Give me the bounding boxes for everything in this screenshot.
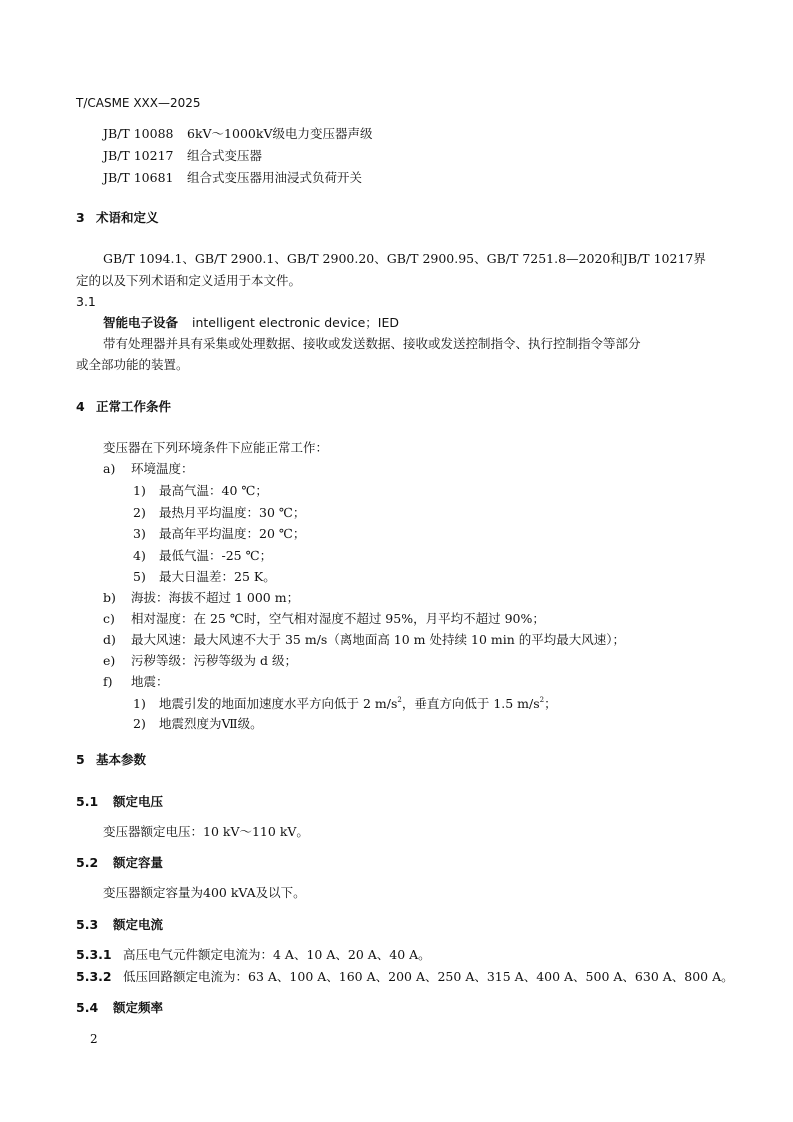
list-text: 环境温度： bbox=[131, 461, 194, 476]
reference-title: 6kV～1000kV级电力变压器声级 bbox=[187, 126, 373, 141]
section-title: 正常工作条件 bbox=[96, 399, 172, 414]
reference-item bbox=[103, 150, 262, 163]
definition-line: 或全部功能的装置。 bbox=[76, 357, 189, 372]
subsection-heading bbox=[76, 857, 163, 870]
paragraph-line: 变压器在下列环境条件下应能正常工作： bbox=[103, 440, 329, 455]
paragraph-line: 变压器额定容量为400 kVA及以下。 bbox=[103, 885, 306, 900]
list-text: 相对湿度：在 25 ℃时，空气相对湿度不超过 95%，月平均不超过 90%； bbox=[131, 611, 545, 626]
subsection-title: 额定电压 bbox=[113, 794, 164, 809]
sublist-item bbox=[133, 697, 557, 711]
definition-line: 带有处理器并具有采集或处理数据、接收或发送数据、接收或发送控制指令、执行控制指令等部分 bbox=[103, 336, 641, 351]
clause-line bbox=[76, 971, 734, 984]
section-number: 3 bbox=[76, 210, 85, 225]
section-heading bbox=[76, 212, 159, 225]
list-text: 海拔：海拔不超过 1 000 m； bbox=[131, 590, 300, 605]
sublist-item bbox=[133, 485, 268, 498]
list-item bbox=[103, 463, 194, 476]
list-item bbox=[103, 634, 625, 647]
list-marker: 2) bbox=[133, 716, 146, 731]
list-marker: 2) bbox=[133, 505, 146, 520]
list-text: 最高气温：40 ℃； bbox=[159, 483, 268, 498]
list-item bbox=[103, 592, 299, 605]
list-marker: e) bbox=[103, 653, 116, 668]
clause-line bbox=[76, 949, 431, 962]
subsection-number: 5.4 bbox=[76, 1000, 99, 1015]
reference-code: JB/T 10088 bbox=[103, 126, 174, 141]
list-text: 最低气温：-25 ℃； bbox=[159, 548, 273, 563]
clause-text: 高压电气元件额定电流为：4 A、10 A、20 A、40 A。 bbox=[123, 947, 431, 962]
paragraph-line: 变压器额定电压：10 kV～110 kV。 bbox=[103, 824, 309, 839]
list-marker: f) bbox=[103, 674, 113, 689]
subsection-title: 额定频率 bbox=[113, 1000, 164, 1015]
list-item bbox=[103, 676, 169, 689]
subsection-title: 额定电流 bbox=[113, 917, 164, 932]
list-text: 地震引发的地面加速度水平方向低于 2 $m/s^2$，垂直方向低于 1.5 $m/s^2$； bbox=[159, 696, 557, 711]
section-title: 术语和定义 bbox=[96, 210, 159, 225]
clause-text: 低压回路额定电流为：63 A、100 A、160 A、200 A、250 A、315 A、400 A、500 A、630 A、800 A。 bbox=[123, 969, 734, 984]
paragraph-line: GB/T 1094.1、GB/T 2900.1、GB/T 2900.20、GB/T 2900.95、GB/T 7251.8—2020和JB/T 10217界 bbox=[103, 251, 706, 266]
subsection-title: 额定容量 bbox=[113, 855, 164, 870]
sublist-item bbox=[133, 571, 276, 584]
list-marker: b) bbox=[103, 590, 116, 605]
section-title: 基本参数 bbox=[96, 752, 147, 767]
list-marker: c) bbox=[103, 611, 115, 626]
subsection-heading bbox=[76, 796, 163, 809]
term-chinese: 智能电子设备 bbox=[103, 315, 179, 330]
section-heading bbox=[76, 754, 146, 767]
reference-title: 组合式变压器用油浸式负荷开关 bbox=[187, 170, 363, 185]
sublist-item bbox=[133, 718, 263, 731]
subsection-number: 5.3 bbox=[76, 917, 99, 932]
paragraph-line: 定的以及下列术语和定义适用于本文件。 bbox=[76, 273, 302, 288]
term-number: 3.1 bbox=[76, 294, 96, 309]
list-marker: 3) bbox=[133, 526, 146, 541]
list-marker: 5) bbox=[133, 569, 146, 584]
list-item bbox=[103, 655, 297, 668]
list-text: 最大日温差：25 K。 bbox=[159, 569, 276, 584]
reference-item bbox=[103, 128, 372, 141]
term-english: intelligent electronic device；IED bbox=[192, 315, 399, 330]
subsection-number: 5.2 bbox=[76, 855, 99, 870]
list-marker: 4) bbox=[133, 548, 146, 563]
list-marker: a) bbox=[103, 461, 116, 476]
subsection-heading bbox=[76, 1002, 163, 1015]
list-item bbox=[103, 613, 545, 626]
sublist-item bbox=[133, 528, 305, 541]
list-text: 最大风速：最大风速不大于 35 m/s（离地面高 10 m 处持续 10 min 的平均最大风速）； bbox=[131, 632, 625, 647]
reference-item bbox=[103, 172, 362, 185]
section-number: 4 bbox=[76, 399, 85, 414]
section-heading bbox=[76, 401, 171, 414]
sublist-item bbox=[133, 550, 272, 563]
list-marker: 1) bbox=[133, 483, 146, 498]
list-text: 污秽等级：污秽等级为 d 级； bbox=[131, 653, 297, 668]
list-text: 地震： bbox=[131, 674, 169, 689]
page-header: T/CASME XXX—2025 bbox=[76, 96, 201, 110]
clause-number: 5.3.1 bbox=[76, 947, 112, 962]
reference-code: JB/T 10217 bbox=[103, 148, 174, 163]
section-number: 5 bbox=[76, 752, 85, 767]
list-text: 地震烈度为Ⅶ级。 bbox=[159, 716, 263, 731]
clause-number: 5.3.2 bbox=[76, 969, 112, 984]
list-text: 最热月平均温度：30 ℃； bbox=[159, 505, 306, 520]
sublist-item bbox=[133, 507, 305, 520]
list-marker: d) bbox=[103, 632, 116, 647]
list-marker: 1) bbox=[133, 696, 146, 711]
subsection-number: 5.1 bbox=[76, 794, 99, 809]
list-text: 最高年平均温度：20 ℃； bbox=[159, 526, 306, 541]
term-entry bbox=[103, 317, 399, 330]
reference-title: 组合式变压器 bbox=[187, 148, 263, 163]
page-number: 2 bbox=[90, 1032, 98, 1046]
reference-code: JB/T 10681 bbox=[103, 170, 174, 185]
subsection-heading bbox=[76, 919, 163, 932]
